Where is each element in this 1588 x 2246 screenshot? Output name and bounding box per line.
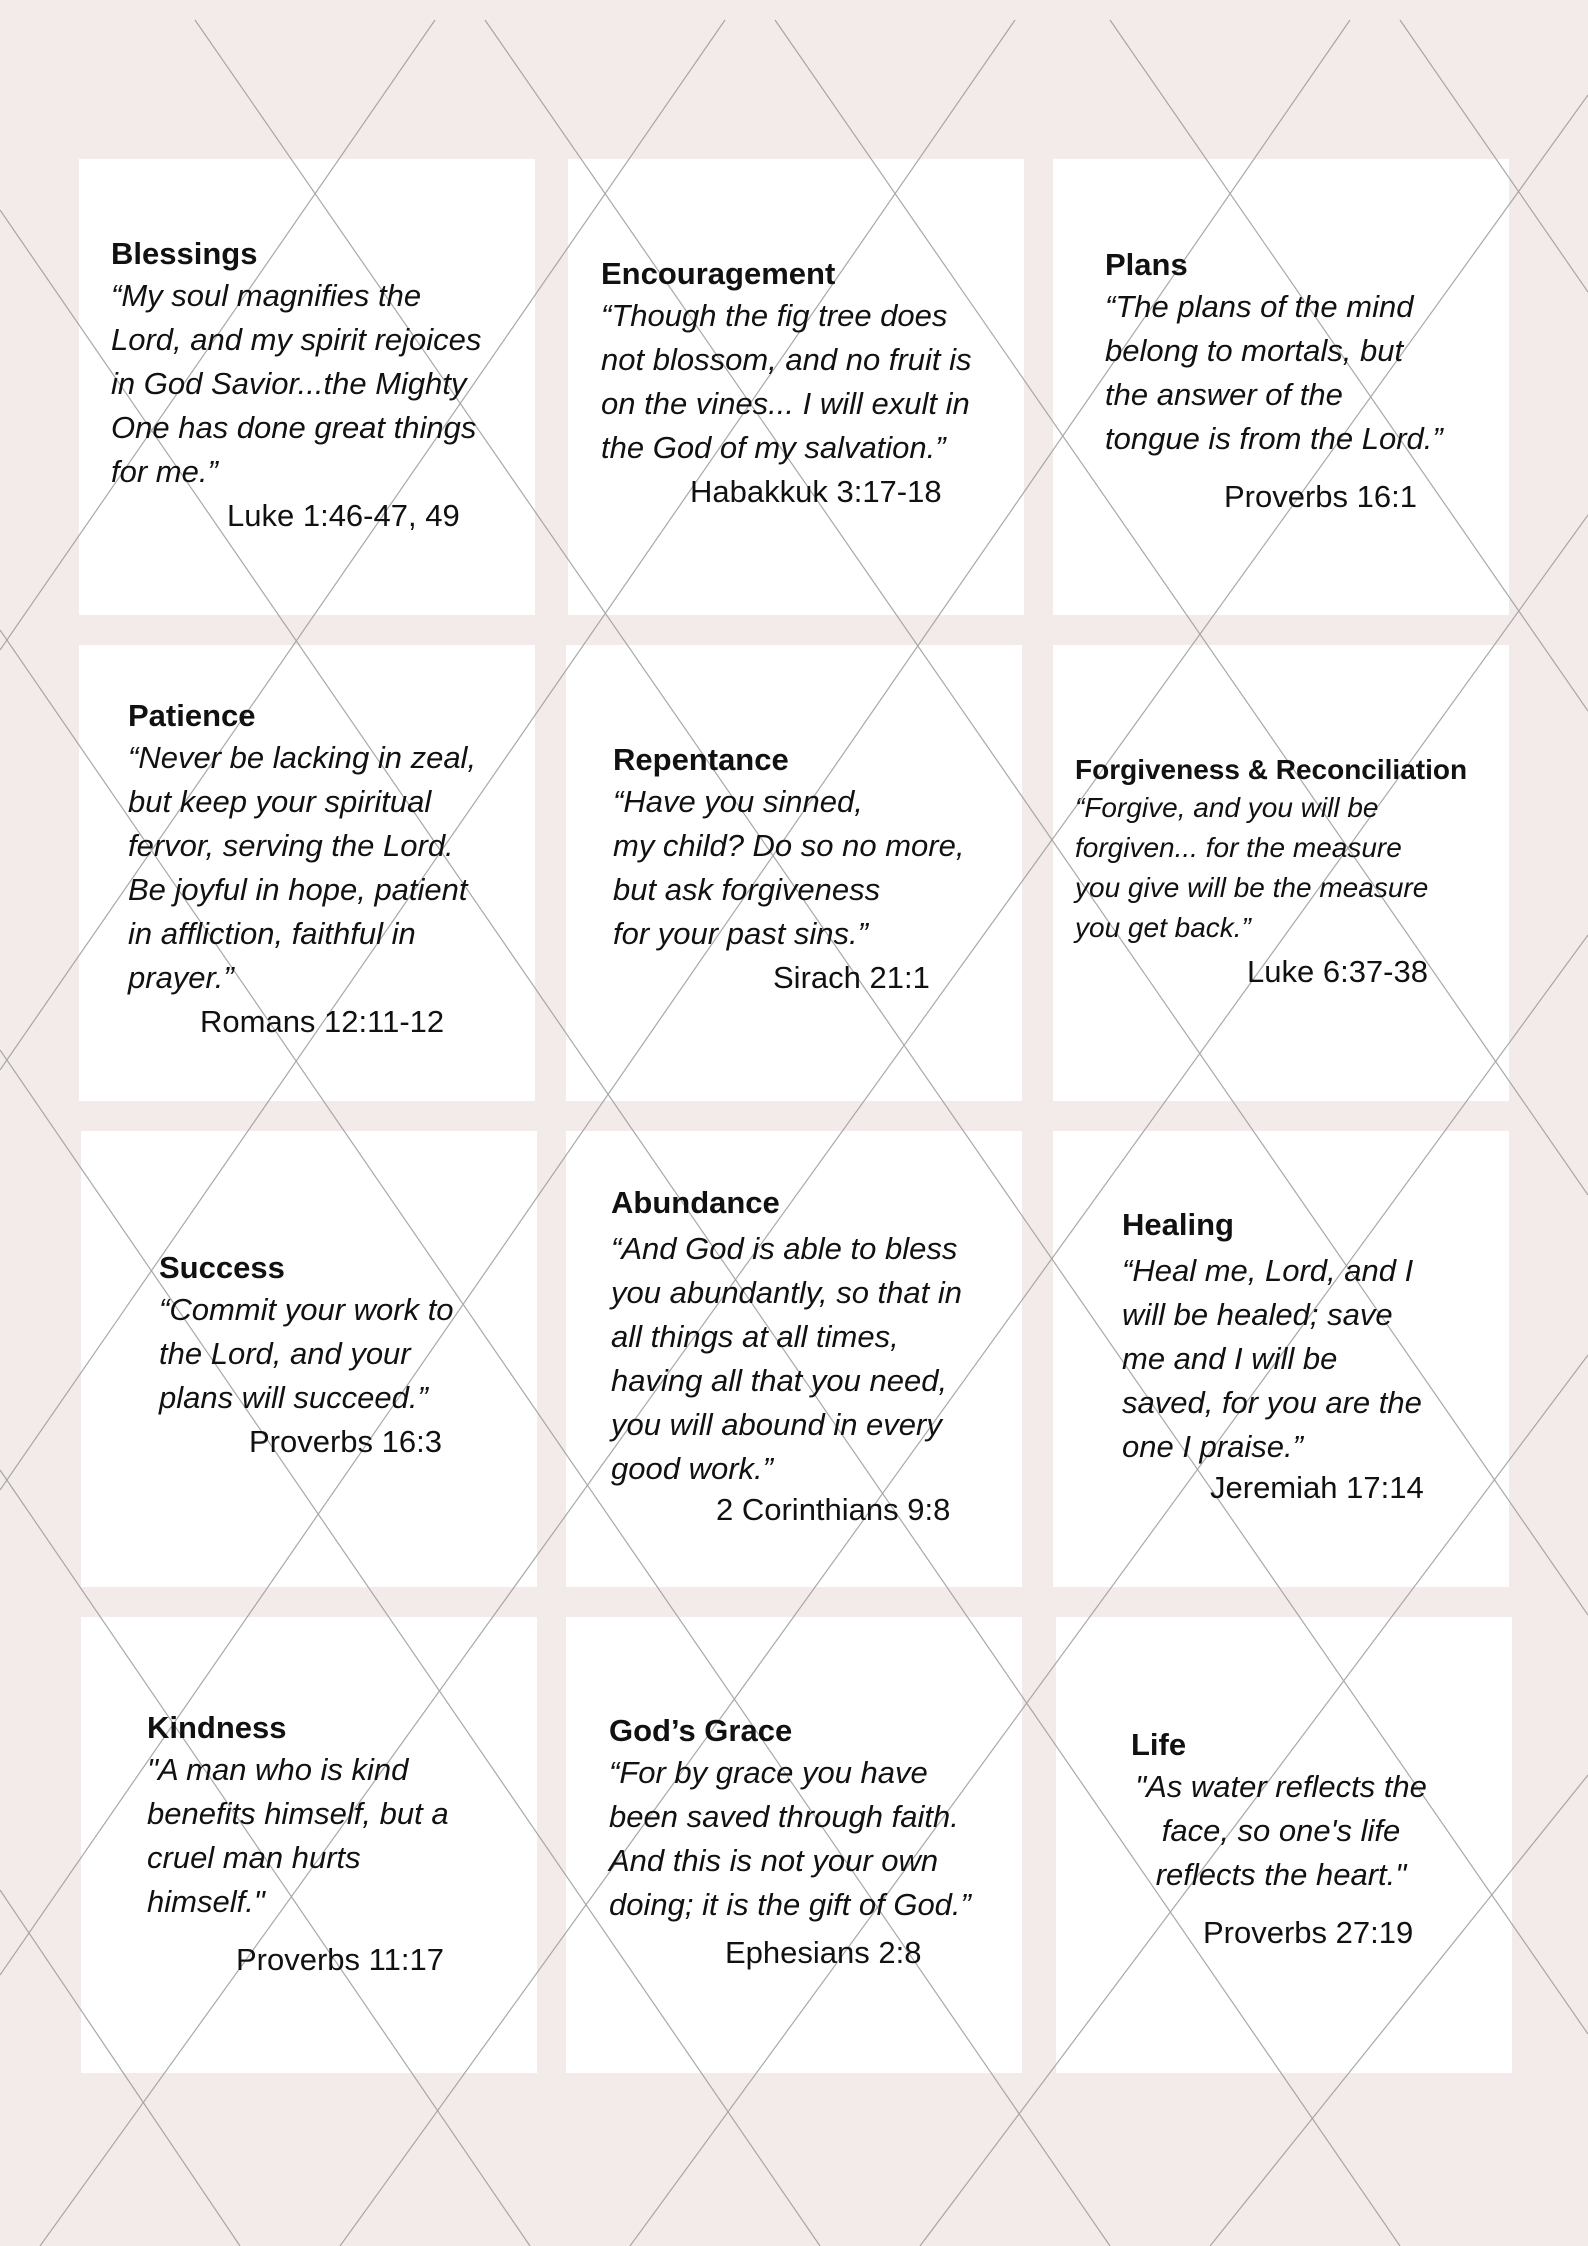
verse-quote: “And God is able to bless you abundantly, so that in all things at all times, having all that you need, you will abound in every good work.” xyxy=(611,1231,963,1486)
verse-reference: Proverbs 11:17 xyxy=(236,1942,444,1977)
verse-quote: “Forgive, and you will be forgiven... for the measure you give will be the measure you get back.” xyxy=(1075,792,1429,943)
verse-content-gods-grace xyxy=(609,1711,1029,1975)
verse-quote: “Heal me, Lord, and I will be healed; save me and I will be saved, for you are the one I praise.” xyxy=(1122,1253,1422,1464)
verse-quote: “Never be lacking in zeal, but keep your spiritual fervor, serving the Lord. Be joyful in hope, patient in affliction, faithful in prayer.” xyxy=(128,740,477,995)
verse-title: Success xyxy=(159,1250,285,1285)
verse-quote: “For by grace you have been saved through faith. And this is not your own doing; it is the gift of God.” xyxy=(609,1755,971,1922)
verse-content-repentance xyxy=(613,740,1013,1000)
verse-reference: Proverbs 16:1 xyxy=(1224,479,1417,514)
verse-content-encouragement xyxy=(601,254,1021,514)
verse-title: Repentance xyxy=(613,742,789,777)
verse-reference: Proverbs 27:19 xyxy=(1203,1915,1414,1950)
verse-reference: Luke 1:46-47, 49 xyxy=(227,498,460,533)
verse-content-success xyxy=(159,1248,559,1464)
verse-content-plans xyxy=(1105,245,1505,519)
verse-quote: “The plans of the mind belong to mortals, but the answer of the tongue is from the Lord.” xyxy=(1105,289,1443,456)
verse-reference: Romans 12:11-12 xyxy=(200,1004,445,1039)
verse-reference: Sirach 21:1 xyxy=(773,960,930,995)
verse-reference: Jeremiah 17:14 xyxy=(1210,1470,1424,1505)
verse-title: Encouragement xyxy=(601,256,836,291)
verse-content-abundance xyxy=(611,1183,1031,1529)
verse-reference: Ephesians 2:8 xyxy=(725,1935,922,1970)
verse-reference: 2 Corinthians 9:8 xyxy=(716,1492,951,1527)
verse-quote: “Have you sinned, my child? Do so no more, but ask forgiveness for your past sins.” xyxy=(613,784,965,951)
verse-quote: "As water reflects the face, so one's life reflects the heart." xyxy=(1135,1769,1427,1892)
verse-content-life xyxy=(1131,1725,1491,1955)
verse-reference: Habakkuk 3:17-18 xyxy=(690,474,942,509)
verse-quote: "A man who is kind benefits himself, but a cruel man hurts himself." xyxy=(147,1752,449,1919)
verse-reference: Luke 6:37-38 xyxy=(1247,954,1428,989)
verse-title: Abundance xyxy=(611,1185,780,1220)
verse-title: Healing xyxy=(1122,1207,1234,1242)
verse-quote: “Commit your work to the Lord, and your plans will succeed.” xyxy=(159,1292,454,1415)
verse-title: Forgiveness & Reconciliation xyxy=(1075,754,1468,785)
verse-quote: “My soul magnifies the Lord, and my spirit rejoices in God Savior...the Mighty One has done great things for me.” xyxy=(111,278,482,489)
verse-content-patience xyxy=(128,696,548,1044)
verse-content-healing xyxy=(1122,1205,1522,1507)
verse-content-blessings xyxy=(111,234,531,538)
verse-title: Patience xyxy=(128,698,256,733)
verse-content-kindness xyxy=(147,1708,547,1982)
verse-title: Kindness xyxy=(147,1710,287,1745)
verse-title: Plans xyxy=(1105,247,1188,282)
verse-content-forgiveness xyxy=(1075,752,1505,994)
verse-title: Blessings xyxy=(111,236,258,271)
verse-reference: Proverbs 16:3 xyxy=(249,1424,442,1459)
verse-title: Life xyxy=(1131,1727,1187,1762)
verse-quote: “Though the fig tree does not blossom, and no fruit is on the vines... I will exult in the God of my salvation.” xyxy=(601,298,972,465)
verse-title: God’s Grace xyxy=(609,1713,793,1748)
